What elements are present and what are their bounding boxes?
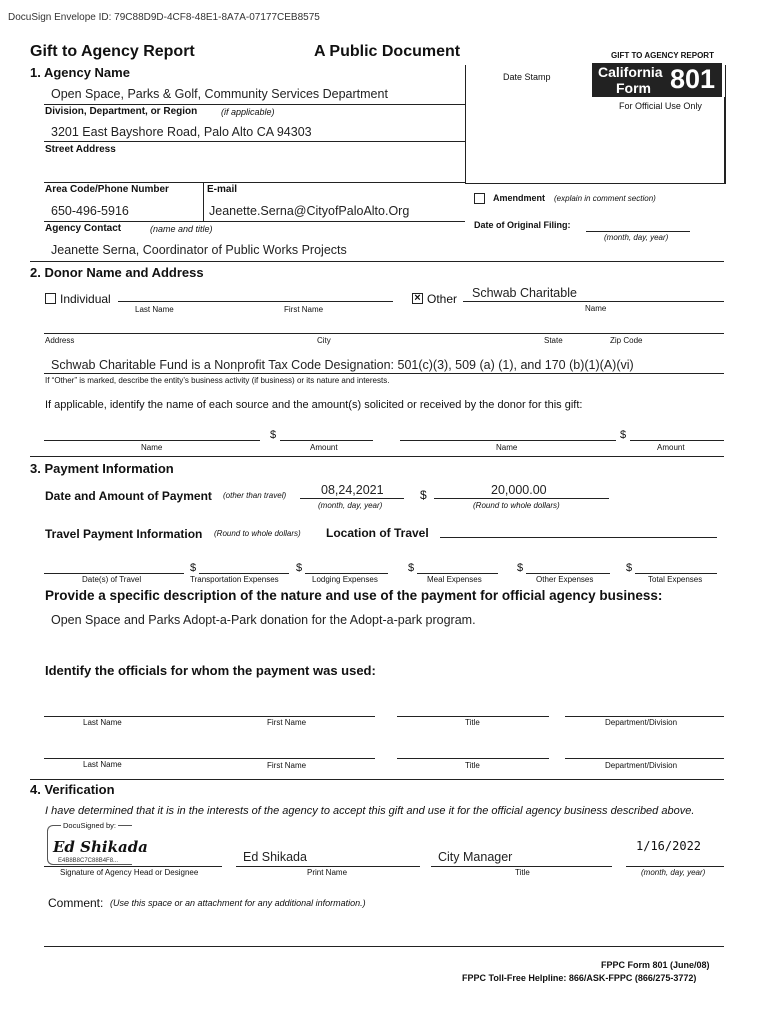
other-label: Other	[427, 292, 458, 306]
source1-dollar: $	[270, 429, 277, 441]
official2-dept-label: Department/Division	[605, 761, 678, 770]
docusigned-by-label: DocuSigned by:	[63, 821, 116, 830]
amendment-label: Amendment	[493, 193, 546, 203]
transport-expenses-label: Transportation Expenses	[190, 575, 279, 584]
source2-dollar: $	[620, 429, 627, 441]
officials-label: Identify the officials for whom the payment was used:	[45, 663, 376, 678]
date-stamp-box	[465, 65, 726, 184]
form-title: Gift to Agency Report	[30, 43, 195, 60]
payment-date-note: (month, day, year)	[318, 501, 383, 510]
total-dollar: $	[626, 562, 633, 574]
official1-last-label: Last Name	[83, 718, 122, 727]
agency-contact-value[interactable]: Jeanette Serna, Coordinator of Public Works Projects	[51, 243, 347, 257]
source2-name-label: Name	[496, 443, 518, 452]
email-label: E-mail	[207, 184, 238, 195]
comment-note: (Use this space or an attachment for any additional information.)	[110, 898, 366, 908]
original-filing-note: (month, day, year)	[604, 233, 669, 242]
signature-code: E4B8B8C7C88B4F8...	[58, 858, 119, 864]
description-label: Provide a specific description of the nature and use of the payment for official agency business:	[45, 588, 663, 603]
other-checkbox[interactable]: ×	[412, 293, 423, 304]
section4-heading: 4. Verification	[30, 782, 115, 797]
agency-contact-label: Agency Contact	[45, 223, 122, 234]
signature-date-value[interactable]: 1/16/2022	[636, 839, 702, 853]
signature-image: Ed Shikada	[53, 838, 148, 856]
travel-payment-label: Travel Payment Information	[45, 527, 203, 541]
zip-label: Zip Code	[610, 336, 643, 345]
footer-helpline: FPPC Toll-Free Helpline: 866/ASK-FPPC (866/275-3772)	[462, 973, 697, 983]
individual-label: Individual	[60, 292, 111, 306]
footer-form-line: FPPC Form 801 (June/08)	[601, 960, 710, 970]
business-activity-value[interactable]: Schwab Charitable Fund is a Nonprofit Tax Code Designation: 501(c)(3), 509 (a) (1), and 170 (b)(1)(A)(vi)	[51, 358, 634, 372]
other-expenses-label: Other Expenses	[536, 575, 594, 584]
source1-amount-label: Amount	[310, 443, 338, 452]
email-value[interactable]: Jeanette.Serna@CityofPaloAlto.Org	[209, 204, 410, 218]
public-document-label: A Public Document	[314, 43, 461, 60]
title-label: Title	[515, 868, 530, 877]
total-expenses-label: Total Expenses	[648, 575, 703, 584]
form-number: 801	[670, 64, 716, 94]
title-value[interactable]: City Manager	[438, 850, 513, 864]
official1-dept-label: Department/Division	[605, 718, 678, 727]
amendment-note: (explain in comment section)	[554, 194, 656, 203]
lodging-dollar: $	[296, 562, 303, 574]
city-label: City	[317, 336, 331, 345]
gift-to-agency-report-label: GIFT TO AGENCY REPORT	[611, 51, 714, 60]
form-label: Form	[616, 80, 651, 96]
section1-heading: 1. Agency Name	[30, 65, 130, 80]
meal-expenses-label: Meal Expenses	[427, 575, 482, 584]
payment-date-value[interactable]: 08,24,2021	[321, 483, 384, 497]
division-label: Division, Department, or Region	[45, 106, 198, 117]
comment-label: Comment:	[48, 896, 104, 910]
description-value[interactable]: Open Space and Parks Adopt-a-Park donation for the Adopt-a-park program.	[51, 613, 476, 627]
travel-dates-label: Date(s) of Travel	[82, 575, 142, 584]
print-name-value[interactable]: Ed Shikada	[243, 850, 307, 864]
sources-instructions: If applicable, identify the name of each source and the amount(s) solicited or received by the donor for this gift:	[45, 399, 583, 411]
official2-first-label: First Name	[267, 761, 307, 770]
street-address-value[interactable]: 3201 East Bayshore Road, Palo Alto CA 94303	[51, 125, 312, 139]
official2-title-label: Title	[465, 761, 480, 770]
state-label: State	[544, 336, 563, 345]
business-activity-note: If “Other” is marked, describe the entity’s business activity (if business) or its nature and interests.	[45, 376, 390, 385]
division-note: (if applicable)	[221, 107, 275, 117]
address-label: Address	[45, 336, 75, 345]
official-use-label: For Official Use Only	[619, 101, 702, 111]
agency-name-value[interactable]: Open Space, Parks & Golf, Community Services Department	[51, 87, 388, 101]
agency-contact-note: (name and title)	[150, 224, 213, 234]
phone-value[interactable]: 650-496-5916	[51, 204, 129, 218]
lodging-expenses-label: Lodging Expenses	[312, 575, 378, 584]
official1-first-label: First Name	[267, 718, 307, 727]
street-address-label: Street Address	[45, 144, 116, 155]
payment-amount-note: (Round to whole dollars)	[473, 501, 560, 510]
transport-dollar: $	[190, 562, 197, 574]
print-name-label: Print Name	[307, 868, 348, 877]
source2-amount-label: Amount	[657, 443, 685, 452]
verification-statement: I have determined that it is in the interests of the agency to accept this gift and use it for the official agency business described above.	[45, 805, 695, 817]
donor-name-value[interactable]: Schwab Charitable	[472, 286, 577, 300]
envelope-id: DocuSign Envelope ID: 79C88D9D-4CF8-48E1-8A7A-07177CEB8575	[8, 12, 320, 23]
date-amount-note: (other than travel)	[223, 491, 287, 500]
meal-dollar: $	[408, 562, 415, 574]
travel-payment-note: (Round to whole dollars)	[214, 529, 301, 538]
date-amount-label: Date and Amount of Payment	[45, 489, 212, 503]
donor-name-label: Name	[585, 304, 607, 313]
source1-name-label: Name	[141, 443, 163, 452]
california-label: California	[598, 64, 663, 80]
signature-label: Signature of Agency Head or Designee	[60, 868, 199, 877]
other-dollar: $	[517, 562, 524, 574]
section3-heading: 3. Payment Information	[30, 461, 174, 476]
donor-first-name-label: First Name	[284, 305, 324, 314]
section2-heading: 2. Donor Name and Address	[30, 265, 204, 280]
payment-dollar: $	[420, 488, 427, 502]
original-filing-label: Date of Original Filing:	[474, 220, 571, 230]
amendment-checkbox[interactable]	[474, 193, 485, 204]
phone-label: Area Code/Phone Number	[45, 184, 169, 195]
official1-title-label: Title	[465, 718, 480, 727]
donor-last-name-label: Last Name	[135, 305, 174, 314]
date-stamp-label: Date Stamp	[503, 72, 551, 82]
payment-amount-value[interactable]: 20,000.00	[491, 483, 547, 497]
signature-date-label: (month, day, year)	[641, 868, 706, 877]
individual-checkbox[interactable]	[45, 293, 56, 304]
official2-last-label: Last Name	[83, 760, 122, 769]
location-of-travel-label: Location of Travel	[326, 526, 429, 540]
